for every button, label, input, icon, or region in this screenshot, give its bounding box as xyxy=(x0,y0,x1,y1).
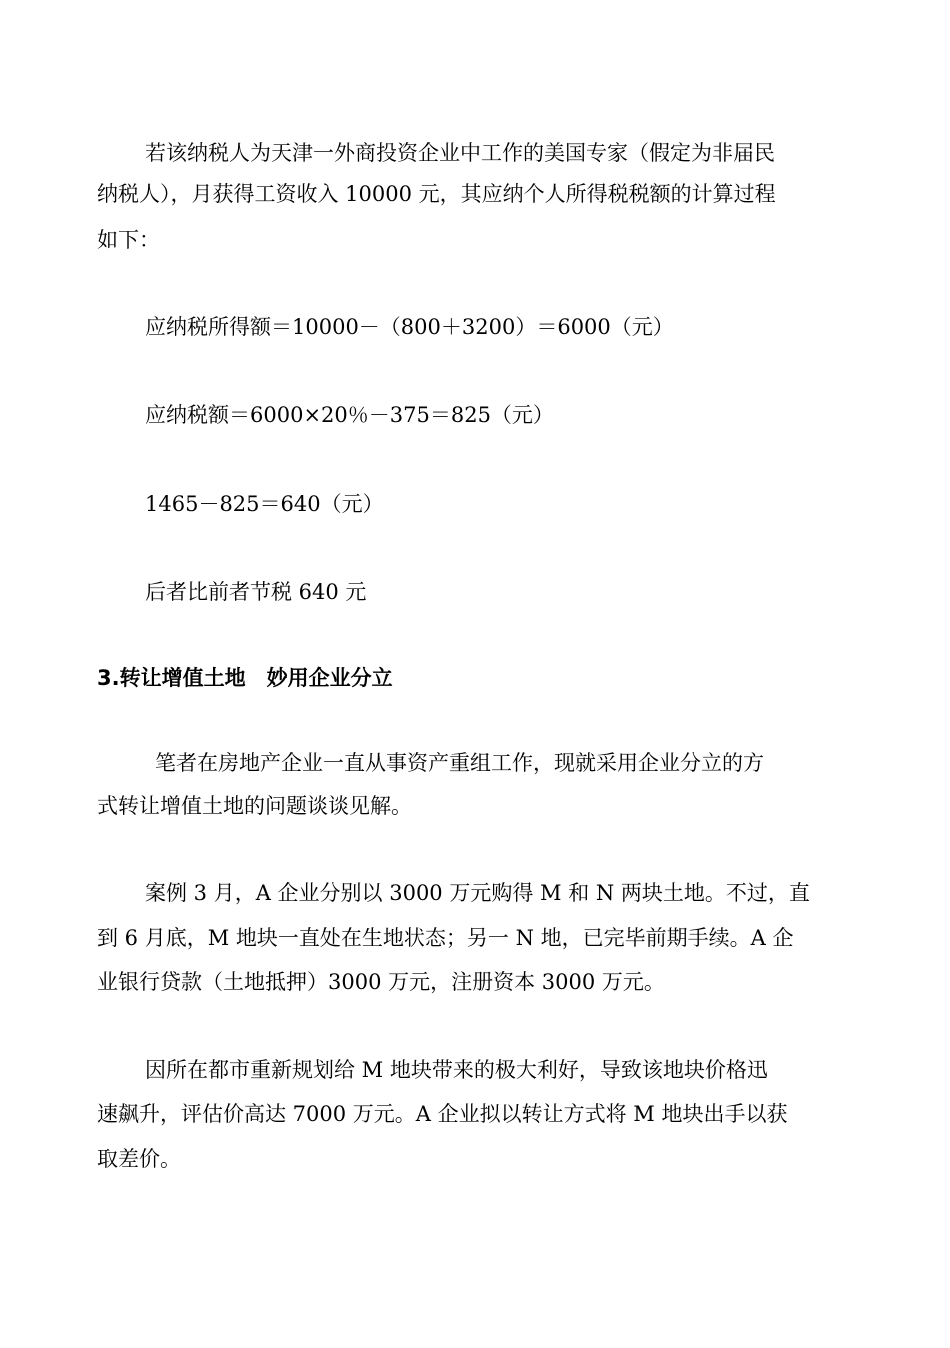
paragraph-4-line-3: 取差价。 xyxy=(97,1147,181,1171)
conclusion-text: 后者比前者节税 640 元 xyxy=(145,580,367,604)
paragraph-1-line-3: 如下： xyxy=(97,228,160,252)
paragraph-2-line-2: 式转让增值土地的问题谈谈见解。 xyxy=(97,794,412,818)
paragraph-3-line-1: 案例 3 月，A 企业分别以 3000 万元购得 M 和 N 两块土地。不过，直 xyxy=(145,881,810,905)
paragraph-4-line-2: 速飙升，评估价高达 7000 万元。A 企业拟以转让方式将 M 地块出手以获 xyxy=(97,1102,788,1126)
paragraph-3-line-2: 到 6 月底，M 地块一直处在生地状态；另一 N 地，已完毕前期手续。A 企 xyxy=(97,926,794,950)
calculation-difference: 1465－825＝640（元） xyxy=(145,492,384,516)
calculation-taxable-income: 应纳税所得额＝10000－（800＋3200）＝6000（元） xyxy=(145,315,674,339)
paragraph-2-line-1: 笔者在房地产企业一直从事资产重组工作，现就采用企业分立的方 xyxy=(155,751,764,775)
paragraph-4-line-1: 因所在都市重新规划给 M 地块带来的极大利好，导致该地块价格迅 xyxy=(145,1058,768,1082)
calculation-tax-amount: 应纳税额＝6000×20％－375＝825（元） xyxy=(145,403,554,427)
section-heading: 3.转让增值土地 妙用企业分立 xyxy=(97,666,393,690)
paragraph-1-line-2: 纳税人），月获得工资收入 10000 元，其应纳个人所得税税额的计算过程 xyxy=(97,182,776,206)
paragraph-3-line-3: 业银行贷款（土地抵押）3000 万元，注册资本 3000 万元。 xyxy=(97,970,665,994)
paragraph-1-line-1: 若该纳税人为天津一外商投资企业中工作的美国专家（假定为非届民 xyxy=(145,141,775,165)
